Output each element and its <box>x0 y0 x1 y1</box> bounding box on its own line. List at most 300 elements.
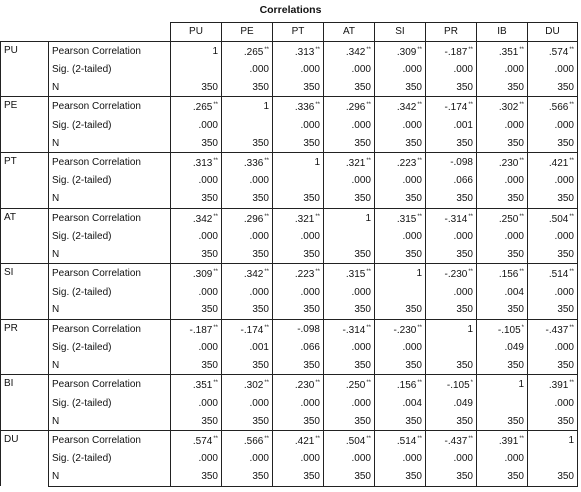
stat-label: N <box>49 301 171 319</box>
cell-n: 350 <box>171 468 222 486</box>
cell-r <box>171 430 222 450</box>
cell-r <box>324 41 375 61</box>
cell-sig: .049 <box>477 339 528 357</box>
cell-n: 350 <box>426 357 477 375</box>
cell-sig: .000 <box>375 228 426 246</box>
table-row <box>1 339 578 357</box>
cell-sig: .000 <box>528 339 578 357</box>
significance-marker: ** <box>468 435 473 442</box>
stat-label: Sig. (2-tailed) <box>49 228 171 246</box>
significance-marker: ** <box>366 269 371 276</box>
cell-sig <box>171 61 222 79</box>
cell-r <box>324 97 375 117</box>
cell-r: 1 <box>477 375 528 395</box>
column-header-ib: IB <box>477 23 528 42</box>
table-row <box>1 61 578 79</box>
cell-sig: .000 <box>477 450 528 468</box>
cell-r <box>528 41 578 61</box>
cell-value: .391 <box>548 380 569 392</box>
cell-r <box>222 375 273 395</box>
cell-value: .223 <box>396 157 417 169</box>
significance-marker: ** <box>264 269 269 276</box>
stat-label: N <box>49 245 171 263</box>
significance-marker: ** <box>315 46 320 53</box>
cell-n: 350 <box>273 468 324 486</box>
cell-r: -.098 <box>273 319 324 339</box>
cell-r <box>222 208 273 228</box>
significance-marker: ** <box>519 157 524 164</box>
table-row <box>1 41 578 61</box>
column-header-pu: PU <box>171 23 222 42</box>
cell-value: -.314 <box>444 213 468 225</box>
cell-r <box>273 208 324 228</box>
cell-n: 350 <box>222 134 273 152</box>
cell-sig: .000 <box>273 394 324 412</box>
cell-sig: .000 <box>477 172 528 190</box>
cell-sig: .000 <box>273 450 324 468</box>
stat-label: Pearson Correlation <box>49 41 171 61</box>
cell-n: 350 <box>273 190 324 208</box>
cell-n: 350 <box>222 190 273 208</box>
stat-label: N <box>49 357 171 375</box>
significance-marker: ** <box>417 213 422 220</box>
significance-marker: ** <box>213 435 218 442</box>
significance-marker: ** <box>417 380 422 387</box>
row-variable-pe: PE <box>1 97 49 153</box>
significance-marker: ** <box>366 157 371 164</box>
cell-n: 350 <box>477 79 528 97</box>
cell-n: 350 <box>273 412 324 430</box>
cell-sig: .000 <box>324 394 375 412</box>
cell-value: .421 <box>294 435 315 447</box>
cell-sig: .066 <box>426 172 477 190</box>
cell-value: .342 <box>192 213 213 225</box>
cell-r <box>222 319 273 339</box>
cell-value: -.174 <box>444 102 468 114</box>
significance-marker: ** <box>569 380 574 387</box>
cell-r <box>375 208 426 228</box>
cell-value: .250 <box>345 380 366 392</box>
cell-sig <box>375 283 426 301</box>
cell-value: -.105 <box>497 324 521 336</box>
table-row <box>1 394 578 412</box>
significance-marker: ** <box>468 269 473 276</box>
significance-marker: ** <box>569 269 574 276</box>
cell-value: .574 <box>548 46 569 58</box>
table-row <box>1 301 578 319</box>
cell-value: -.105 <box>446 380 470 392</box>
significance-marker: ** <box>519 435 524 442</box>
cell-n: 350 <box>222 468 273 486</box>
cell-n: 350 <box>171 357 222 375</box>
cell-sig: .000 <box>171 394 222 412</box>
cell-sig <box>222 116 273 134</box>
cell-sig: .000 <box>477 61 528 79</box>
significance-marker: ** <box>417 324 422 331</box>
cell-value: .250 <box>498 213 519 225</box>
cell-n: 350 <box>477 245 528 263</box>
cell-n: 350 <box>171 301 222 319</box>
cell-r <box>426 97 477 117</box>
cell-value: -.437 <box>545 324 569 336</box>
cell-n: 350 <box>273 134 324 152</box>
cell-sig: .004 <box>375 394 426 412</box>
significance-marker: ** <box>366 46 371 53</box>
cell-sig: .000 <box>324 450 375 468</box>
cell-sig: .000 <box>528 228 578 246</box>
cell-n: 350 <box>477 412 528 430</box>
cell-n: 350 <box>222 412 273 430</box>
cell-value: -.187 <box>444 46 468 58</box>
row-variable-du: DU <box>1 430 49 486</box>
cell-value: .342 <box>396 102 417 114</box>
significance-marker: * <box>521 324 524 331</box>
cell-n: 350 <box>477 301 528 319</box>
column-header-at: AT <box>324 23 375 42</box>
significance-marker: ** <box>569 46 574 53</box>
cell-sig: .000 <box>375 339 426 357</box>
row-variable-bi: BI <box>1 375 49 431</box>
significance-marker: ** <box>264 324 269 331</box>
cell-r <box>375 41 426 61</box>
cell-sig: .001 <box>426 116 477 134</box>
significance-marker: ** <box>213 213 218 220</box>
cell-r: 1 <box>324 208 375 228</box>
cell-value: -.174 <box>240 324 264 336</box>
cell-sig: .000 <box>324 339 375 357</box>
table-row <box>1 319 578 339</box>
significance-marker: ** <box>213 157 218 164</box>
cell-r <box>528 97 578 117</box>
cell-r <box>222 152 273 172</box>
significance-marker: ** <box>264 380 269 387</box>
significance-marker: ** <box>569 102 574 109</box>
header-corner <box>1 23 171 42</box>
column-header-pe: PE <box>222 23 273 42</box>
cell-sig: .000 <box>528 172 578 190</box>
stat-label: Pearson Correlation <box>49 97 171 117</box>
cell-value: .265 <box>243 46 264 58</box>
cell-r <box>171 208 222 228</box>
cell-sig: .000 <box>222 228 273 246</box>
cell-r <box>426 430 477 450</box>
cell-n: 350 <box>426 412 477 430</box>
cell-n: 350 <box>375 79 426 97</box>
cell-sig: .001 <box>222 339 273 357</box>
cell-n: 350 <box>324 412 375 430</box>
cell-r <box>426 264 477 284</box>
cell-value: .302 <box>243 380 264 392</box>
table-body <box>1 41 578 486</box>
header-row <box>1 23 578 42</box>
cell-r <box>324 375 375 395</box>
column-header-du: DU <box>528 23 578 42</box>
cell-n: 350 <box>375 301 426 319</box>
significance-marker: ** <box>366 324 371 331</box>
table-row <box>1 79 578 97</box>
cell-sig: .004 <box>477 283 528 301</box>
cell-value: .391 <box>498 435 519 447</box>
cell-n: 350 <box>324 79 375 97</box>
cell-r: -.098 <box>426 152 477 172</box>
cell-sig: .000 <box>426 61 477 79</box>
cell-sig <box>324 228 375 246</box>
cell-n: 350 <box>426 468 477 486</box>
cell-sig: .000 <box>171 116 222 134</box>
cell-n: 350 <box>528 190 578 208</box>
cell-r <box>375 152 426 172</box>
cell-n: 350 <box>528 79 578 97</box>
table-row <box>1 190 578 208</box>
significance-marker: ** <box>468 213 473 220</box>
cell-value: .342 <box>345 46 366 58</box>
table-row <box>1 357 578 375</box>
row-variable-pt: PT <box>1 152 49 208</box>
cell-sig <box>477 394 528 412</box>
significance-marker: ** <box>366 102 371 109</box>
cell-r <box>171 264 222 284</box>
cell-r <box>171 319 222 339</box>
cell-sig: .000 <box>528 394 578 412</box>
cell-value: .336 <box>243 157 264 169</box>
cell-n: 350 <box>273 301 324 319</box>
cell-n: 350 <box>171 190 222 208</box>
cell-r <box>477 97 528 117</box>
cell-r <box>426 41 477 61</box>
cell-r <box>273 97 324 117</box>
cell-value: .574 <box>192 435 213 447</box>
significance-marker: ** <box>315 435 320 442</box>
cell-n: 350 <box>375 190 426 208</box>
cell-value: .421 <box>548 157 569 169</box>
significance-marker: ** <box>468 102 473 109</box>
cell-r <box>324 319 375 339</box>
cell-r <box>324 264 375 284</box>
stat-label: Pearson Correlation <box>49 430 171 450</box>
table-row <box>1 172 578 190</box>
cell-r <box>477 41 528 61</box>
significance-marker: ** <box>417 102 422 109</box>
stat-label: Sig. (2-tailed) <box>49 283 171 301</box>
table-row <box>1 228 578 246</box>
cell-r <box>273 264 324 284</box>
stat-label: Sig. (2-tailed) <box>49 450 171 468</box>
cell-r <box>375 97 426 117</box>
row-variable-pu: PU <box>1 41 49 97</box>
significance-marker: ** <box>213 380 218 387</box>
cell-sig: .000 <box>273 228 324 246</box>
cell-n: 350 <box>477 468 528 486</box>
cell-n: 350 <box>171 134 222 152</box>
cell-n: 350 <box>375 245 426 263</box>
significance-marker: ** <box>366 380 371 387</box>
significance-marker: ** <box>468 46 473 53</box>
cell-value: .230 <box>498 157 519 169</box>
cell-n: 350 <box>324 190 375 208</box>
cell-n: 350 <box>222 301 273 319</box>
cell-n: 350 <box>426 190 477 208</box>
row-variable-at: AT <box>1 208 49 264</box>
cell-sig: .000 <box>222 172 273 190</box>
significance-marker: ** <box>519 46 524 53</box>
cell-n: 350 <box>222 357 273 375</box>
cell-sig: .000 <box>324 116 375 134</box>
cell-r: 1 <box>528 430 578 450</box>
significance-marker: ** <box>315 213 320 220</box>
table-row <box>1 245 578 263</box>
column-header-si: SI <box>375 23 426 42</box>
cell-n: 350 <box>528 357 578 375</box>
significance-marker: ** <box>264 213 269 220</box>
cell-sig: .000 <box>375 116 426 134</box>
cell-value: .313 <box>192 157 213 169</box>
significance-marker: ** <box>213 269 218 276</box>
cell-value: .265 <box>192 102 213 114</box>
cell-n: 350 <box>477 190 528 208</box>
table-row <box>1 134 578 152</box>
cell-sig: .000 <box>171 283 222 301</box>
cell-r <box>171 97 222 117</box>
cell-r <box>477 208 528 228</box>
cell-value: .351 <box>498 46 519 58</box>
stat-label: N <box>49 468 171 486</box>
significance-marker: ** <box>315 380 320 387</box>
significance-marker: ** <box>417 435 422 442</box>
cell-n: 350 <box>477 134 528 152</box>
cell-n: 350 <box>426 245 477 263</box>
cell-n: 350 <box>324 134 375 152</box>
cell-n: 350 <box>324 468 375 486</box>
row-variable-pr: PR <box>1 319 49 375</box>
cell-value: .514 <box>548 269 569 281</box>
cell-n: 350 <box>171 245 222 263</box>
cell-r <box>528 264 578 284</box>
cell-r: 1 <box>375 264 426 284</box>
cell-n: 350 <box>324 357 375 375</box>
table-row <box>1 97 578 117</box>
cell-r <box>528 152 578 172</box>
cell-value: .315 <box>345 269 366 281</box>
cell-sig: .000 <box>171 228 222 246</box>
cell-value: .514 <box>396 435 417 447</box>
cell-r <box>375 430 426 450</box>
cell-r <box>477 152 528 172</box>
row-variable-si: SI <box>1 264 49 320</box>
cell-n: 350 <box>528 412 578 430</box>
cell-n: 350 <box>528 468 578 486</box>
cell-n: 350 <box>273 79 324 97</box>
cell-r <box>273 41 324 61</box>
cell-sig: .000 <box>222 61 273 79</box>
stat-label: N <box>49 412 171 430</box>
cell-value: .223 <box>294 269 315 281</box>
stat-label: Sig. (2-tailed) <box>49 61 171 79</box>
cell-n: 350 <box>273 245 324 263</box>
significance-marker: ** <box>213 324 218 331</box>
stat-label: Sig. (2-tailed) <box>49 116 171 134</box>
cell-value: .230 <box>294 380 315 392</box>
cell-sig: .000 <box>171 450 222 468</box>
cell-n: 350 <box>375 357 426 375</box>
cell-sig: .000 <box>171 172 222 190</box>
cell-n: 350 <box>375 468 426 486</box>
cell-sig: .000 <box>426 450 477 468</box>
table-row <box>1 412 578 430</box>
cell-r <box>477 264 528 284</box>
cell-sig: .000 <box>222 283 273 301</box>
stat-label: Pearson Correlation <box>49 319 171 339</box>
significance-marker: ** <box>569 157 574 164</box>
column-header-pt: PT <box>273 23 324 42</box>
cell-sig: .000 <box>222 450 273 468</box>
cell-sig: .000 <box>426 283 477 301</box>
significance-marker: ** <box>213 102 218 109</box>
cell-r <box>222 264 273 284</box>
cell-r: 1 <box>426 319 477 339</box>
cell-value: -.187 <box>189 324 213 336</box>
cell-sig: .000 <box>324 283 375 301</box>
cell-sig: .000 <box>273 116 324 134</box>
cell-sig: .000 <box>528 283 578 301</box>
significance-marker: ** <box>569 213 574 220</box>
cell-value: .504 <box>345 435 366 447</box>
cell-value: .313 <box>294 46 315 58</box>
cell-r: 1 <box>273 152 324 172</box>
significance-marker: ** <box>519 102 524 109</box>
cell-sig: .000 <box>477 228 528 246</box>
cell-value: .336 <box>294 102 315 114</box>
significance-marker: ** <box>417 46 422 53</box>
cell-r <box>324 430 375 450</box>
table-row <box>1 468 578 486</box>
cell-sig: .049 <box>426 394 477 412</box>
cell-value: -.314 <box>342 324 366 336</box>
cell-value: .309 <box>192 269 213 281</box>
cell-r <box>222 430 273 450</box>
cell-r <box>477 430 528 450</box>
cell-value: .296 <box>345 102 366 114</box>
cell-sig: .000 <box>324 172 375 190</box>
cell-sig: .066 <box>273 339 324 357</box>
cell-n: 350 <box>324 301 375 319</box>
cell-r <box>528 208 578 228</box>
significance-marker: ** <box>417 157 422 164</box>
cell-value: -.230 <box>444 269 468 281</box>
cell-n: 350 <box>375 412 426 430</box>
cell-value: .309 <box>396 46 417 58</box>
cell-n: 350 <box>324 245 375 263</box>
cell-r <box>477 319 528 339</box>
cell-sig <box>426 339 477 357</box>
stat-label: Pearson Correlation <box>49 264 171 284</box>
cell-sig: .000 <box>528 61 578 79</box>
cell-r <box>375 375 426 395</box>
cell-value: .342 <box>243 269 264 281</box>
cell-r <box>222 41 273 61</box>
cell-sig <box>528 450 578 468</box>
stat-label: N <box>49 134 171 152</box>
cell-r <box>426 375 477 395</box>
cell-n: 350 <box>426 134 477 152</box>
cell-n: 350 <box>528 245 578 263</box>
cell-n: 350 <box>375 134 426 152</box>
correlations-table <box>0 22 578 487</box>
cell-n: 350 <box>222 245 273 263</box>
cell-value: .156 <box>498 269 519 281</box>
cell-n: 350 <box>222 79 273 97</box>
cell-value: .504 <box>548 213 569 225</box>
cell-r: 1 <box>171 41 222 61</box>
